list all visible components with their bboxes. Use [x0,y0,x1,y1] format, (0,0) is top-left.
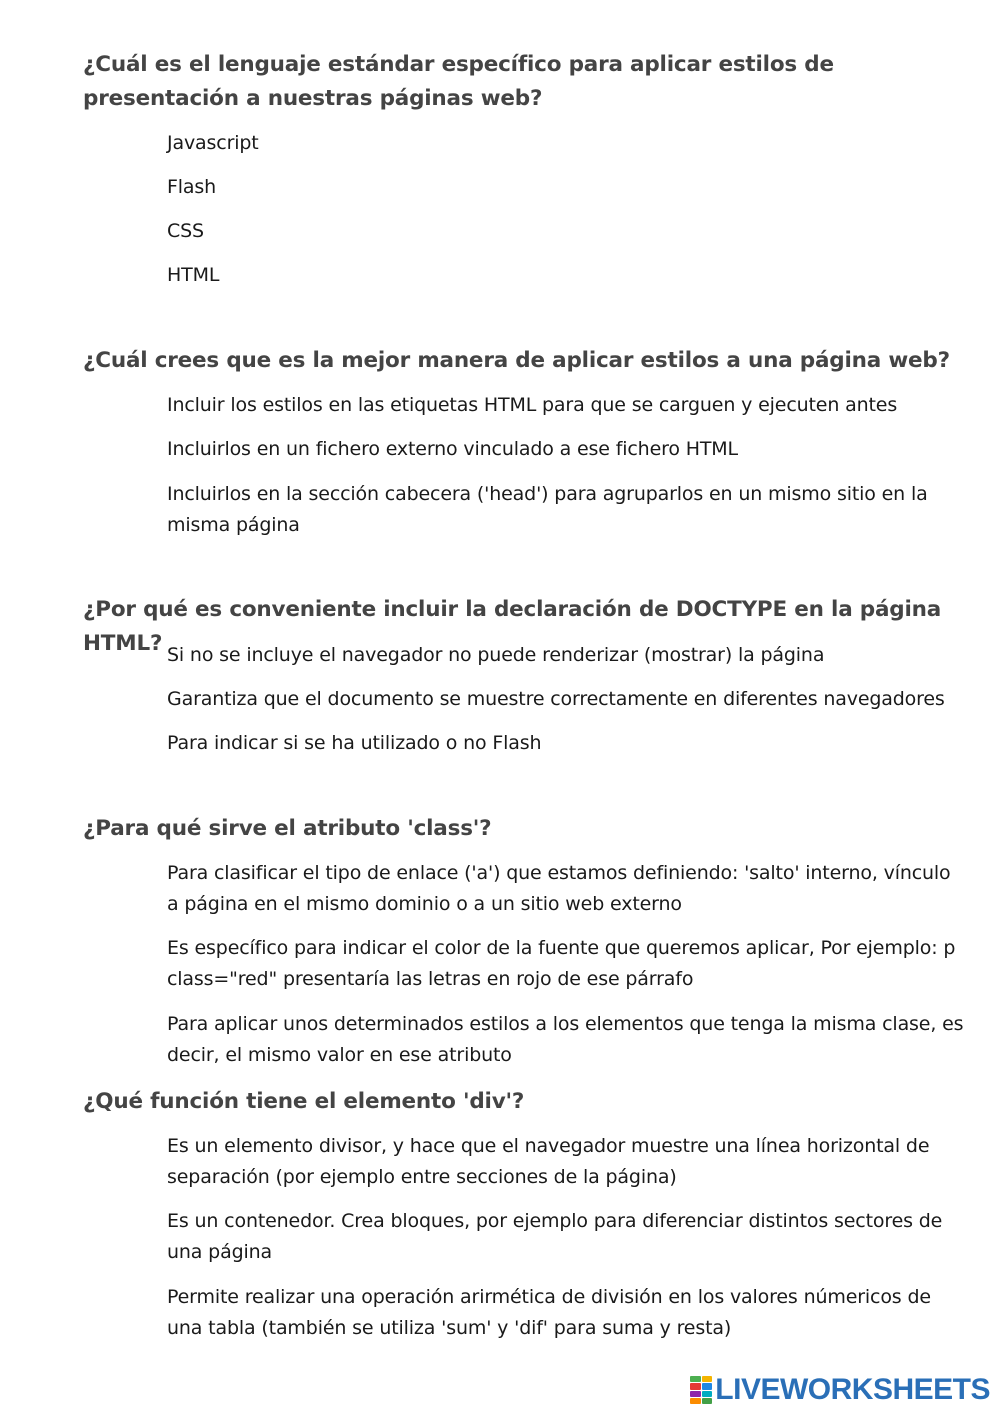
answer-option[interactable]: Para indicar si se ha utilizado o no Flash [167,732,542,754]
brand-name: LIVEWORKSHEETS [715,1373,990,1406]
question-4: ¿Para qué sirve el atributo 'class'? [83,816,492,841]
answer-option[interactable]: Incluirlos en la sección cabecera ('head') para agruparlos en un mismo sitio en la misma página [167,483,928,536]
answer-option[interactable]: HTML [167,264,220,286]
answer-option[interactable]: Javascript [167,132,259,154]
answer-option[interactable]: Flash [167,176,217,198]
question-1: ¿Cuál es el lenguaje estándar específico para aplicar estilos de presentación a nuestras páginas web? [83,52,834,111]
answer-option[interactable]: Para clasificar el tipo de enlace ('a') que estamos definiendo: 'salto' interno, vínculo a página en el mismo dominio o a un sitio web externo [167,862,951,915]
answer-option[interactable]: Si no se incluye el navegador no puede renderizar (mostrar) la página [167,644,825,666]
answer-option[interactable]: Es específico para indicar el color de la fuente que queremos aplicar, Por ejemplo: p class="red" presentaría las letras en rojo de ese párrafo [167,937,956,990]
liveworksheets-logo-icon [690,1376,712,1404]
answer-option[interactable]: Para aplicar unos determinados estilos a los elementos que tenga la misma clase, es decir, el mismo valor en ese atributo [167,1013,964,1066]
answer-option[interactable]: Incluir los estilos en las etiquetas HTML para que se carguen y ejecuten antes [167,394,898,416]
question-5: ¿Qué función tiene el elemento 'div'? [83,1089,525,1114]
answer-option[interactable]: CSS [167,220,204,242]
answer-option[interactable]: Garantiza que el documento se muestre correctamente en diferentes navegadores [167,688,945,710]
answer-option[interactable]: Es un elemento divisor, y hace que el navegador muestre una línea horizontal de separación (por ejemplo entre secciones de la página) [167,1135,930,1188]
liveworksheets-logo [690,1372,990,1408]
answer-option[interactable]: Permite realizar una operación arirmética de división en los valores númericos de una tabla (también se utiliza 'sum' y 'dif' para suma y resta) [167,1286,931,1339]
answer-option[interactable]: Es un contenedor. Crea bloques, por ejemplo para diferenciar distintos sectores de una página [167,1210,943,1263]
question-2: ¿Cuál crees que es la mejor manera de aplicar estilos a una página web? [83,348,950,373]
question-3: ¿Por qué es conveniente incluir la declaración de DOCTYPE en la página HTML? [83,597,942,656]
answer-option[interactable]: Incluirlos en un fichero externo vinculado a ese fichero HTML [167,438,738,460]
